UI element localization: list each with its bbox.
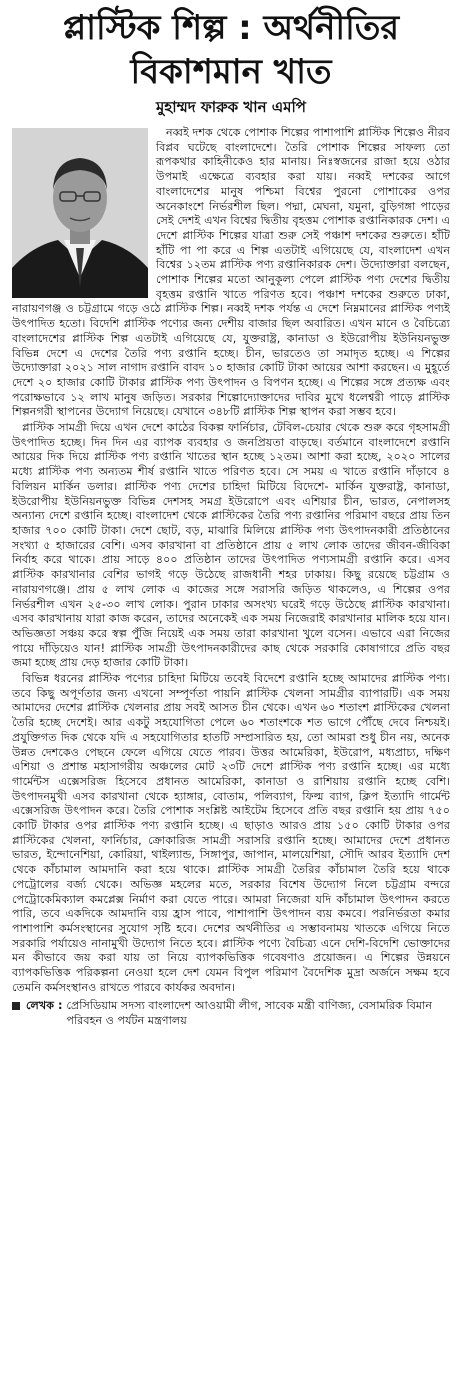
author-note [12,999,450,1028]
portrait-image [12,128,148,298]
author-description: প্রেসিডিয়াম সদস্য বাংলাদেশ আওয়ামী লীগ, সাবেক মন্ত্রী বাণিজ্য, বেসামরিক বিমান পরিবহন ও পর্যটন মন্ত্রণালয় [66,999,433,1028]
headline-line-1: প্লাস্টিক শিল্প : অর্থনীতির [62,8,400,48]
author-label: লেখক : [26,999,63,1013]
headline-line-2: বিকাশমান খাত [130,52,332,92]
byline: মুহাম্মদ ফারুক খান এমপি [156,98,306,116]
paragraph-3: বিভিন্ন ধরনের প্লাস্টিক পণ্যের চাহিদা মিটিয়ে তবেই বিদেশে রপ্তানি হচ্ছে আমাদের প্লাস্টিক পণ্য। তবে কিছু অপূর্ণতার জন্য এখনো সম্পূর্ণতা পায়নি প্লাস্টিক খেলনা সামগ্রীর ব্যাপারটি। এক সময় আমাদের দেশের প্লাস্টিক খেলনার প্রায় সবই আসত চীন থেকে। এখন ৬০ শতাংশ প্লাস্টিকের খেলনা তৈরি হচ্ছে দেশেই। আর একটু সহযোগিতা পেলে ৬০ শতাংশকে শত ভাগে পৌঁছে দেবে নিশ্চয়ই। প্রযুক্তিগত দিক থেকে যদি এ সহযোগিতার হাতটি সম্প্রসারিত হয়, তো আমরা শুধু চীন নয়, অনেক উন্নত দেশকেও পেছনে ফেলে এগিয়ে যেতে পারব। উত্তর আমেরিকা, ইউরোপ, মধ্যপ্রাচ্য, দক্ষিণ এশিয়া ও প্রশান্ত মহাসাগরীয় অঞ্চলের মোট ২৩টি দেশে প্লাস্টিক পণ্য রপ্তানি হচ্ছে। এর মধ্যে গার্মেন্টস এক্সেসরিজ হিসেবে প্রধানত আমেরিকা, কানাডা ও রাশিয়ায় রপ্তানি হচ্ছে বেশি। উৎপাদনমুখী এসব কারখানা থেকে হ্যাঙ্গার, বোতাম, পলিব্যাগ, ফিল্ম ব্যাগ, ক্লিপ ইত্যাদি গার্মেন্ট এক্সেসরিজ উৎপাদন করে। তৈরি পোশাক সংশ্লিষ্ট আইটেম হিসেবে প্রতি বছর রপ্তানি হয় প্রায় ৭৫০ কোটি টাকার ওপর প্লাস্টিক পণ্য রপ্তানি হচ্ছে। এ ছাড়াও আরও প্রায় ১৫০ কোটি টাকার ওপর প্লাস্টিকের খেলনা, ফার্নিচার, ক্রোকারিজ সামগ্রী সরাসরি রপ্তানি হচ্ছে। আমাদের দেশে প্রধানত ভারত, ইন্দোনেশিয়া, কোরিয়া, থাইল্যান্ড, সিঙ্গাপুর, জাপান, মালয়েশিয়া, সৌদি আরব ইত্যাদি দেশ থেকে কাঁচামাল আমদানি করা হয়ে থাকে। প্লাস্টিক সামগ্রী তৈরির কাঁচামাল তৈরি হয়ে থাকে পেট্রোলের বর্জ্য থেকে। অভিজ্ঞ মহলের মতে, সরকার বিশেষ উদ্যোগ নিলে চট্টগ্রাম বন্দরে পেট্রোকেমিক্যাল কমপ্লেক্স নির্মাণ করা যেতে পারে। আমরা নিজেরা যদি কাঁচামাল উৎপাদন করতে পারি, তবে একদিকে আমদানি ব্যয় হ্রাস পাবে, পাশাপাশি উৎপাদন ব্যয় কমবে। পরনির্ভরতা কমার পাশাপাশি কর্মসংস্থানের সুযোগ সৃষ্টি হবে। দেশের অর্থনীতির এ সম্ভাবনাময় খাতকে এগিয়ে নিতে সরকারি পর্যায়েও নানামুখী উদ্যোগ নিতে হবে। প্লাস্টিক পণ্যে বৈচিত্র্য এনে দেশি-বিদেশি ভোক্তাদের মন কীভাবে জয় করা যায় তা নিয়ে ব্যাপকভিত্তিক গবেষণাও প্রয়োজন। এ শিল্পের উন্নয়নে ব্যাপকভিত্তিক পরিকল্পনা নেওয়া হলে দেশ যেমন বিপুল পরিমাণ বৈদেশিক মুদ্রা অর্জনে সক্ষম হবে তেমনি কর্মসংস্থানও রাখতে পারবে কার্যকর অবদান। [12,672,450,994]
square-bullet-icon [12,1002,20,1010]
paragraph-2: প্লাস্টিক সামগ্রী দিয়ে এখন দেশে কাঠের বিকল্প ফার্নিচার, টেবিল-চেয়ার থেকে শুরু করে গৃহসামগ্রী উৎপাদিত হচ্ছে। দিন দিন এর ব্যাপক ব্যবহার ও জনপ্রিয়তা বাড়ছে। বর্তমানে বাংলাদেশে রপ্তানি আয়ের দিক দিয়ে প্লাস্টিক পণ্য রপ্তানি খাতের স্থান হচ্ছে ১২তম। আশা করা হচ্ছে, ২০২০ সালের মধ্যে প্লাস্টিক পণ্য অন্যতম শীর্ষ রপ্তানি খাতে পরিণত হবে। সে সময় এ খাতে রপ্তানি দাঁড়াবে ৪ বিলিয়ন মার্কিন ডলার। প্লাস্টিক পণ্য দেশের চাহিদা মিটিয়ে বিদেশে- মার্কিন যুক্তরাষ্ট্র, কানাডা, ইউরোপীয় ইউনিয়নভুক্ত বিভিন্ন দেশসহ সমগ্র ইউরোপে এবং এশিয়ার চীন, ভারত, নেপালসহ অন্যান্য দেশে রপ্তানি হচ্ছে। বাংলাদেশ থেকে প্লাস্টিকের তৈরি পণ্য রপ্তানির পরিমাণ বছরে প্রায় তিন হাজার ৭০০ কোটি টাকা। দেশে ছোট, বড়, মাঝারি মিলিয়ে প্লাস্টিক পণ্য উৎপাদনকারী প্রতিষ্ঠানের সংখ্যা ৫ হাজারের বেশি। এসব কারখানা বা প্রতিষ্ঠানে প্রায় ৫ লাখ লোক তাদের জীবন-জীবিকা নির্বাহ করে থাকে। প্রায় সাড়ে ৪০০ প্রতিষ্ঠান তাদের উৎপাদিত পণ্যসামগ্রী রপ্তানি করে। এসব প্লাস্টিক কারখানার বেশির ভাগই গড়ে উঠেছে রাজধানী শহর ঢাকায়। কিছু রয়েছে চট্টগ্রাম ও নারায়ণগঞ্জে। প্রায় ৫ লাখ লোক এ কাজের সঙ্গে সরাসরি জড়িত থাকলেও, এ শিল্পের ওপর নির্ভরশীল এখন ২৫-৩০ লাখ লোক। পুরান ঢাকার অসংখ্য ঘরেই গড়ে উঠেছে প্লাস্টিক কারখানা। এসব কারখানায় যারা কাজ করেন, তাদের অনেকেই এক সময় নিজেরাই কারখানার মালিক হয়ে যান। অভিজ্ঞতা সঞ্চয় করে স্বল্প পুঁজি নিয়েই এক সময় তারা কারখানা খুলে বসেন। এভাবে এরা নিজের পায়ে দাঁড়িয়েও যান! প্লাস্টিক সামগ্রী উৎপাদনকারীদের কাছ থেকে সরকারি কোষাগারে প্রতি বছর জমা হচ্ছে প্রায় দেড় হাজার কোটি টাকা। [12,421,450,670]
headline [12,6,450,94]
author-photo [12,128,148,298]
article-body [12,126,450,995]
paragraph-1: নব্বই দশক থেকে পোশাক শিল্পের পাশাপাশি প্লাস্টিক শিল্পেও নীরব বিপ্লব ঘটেছে বাংলাদেশে। তৈরি পোশাক শিল্পের সাফল্য তো রূপকথার কাহিনীকেও হার মানায়। নিঃস্বজনের রাজা হয়ে ওঠার উপমাই এক্ষেত্রে ব্যবহার করা যায়। নব্বই দশকের আগে বাংলাদেশের মানুষ পশ্চিমা বিশ্বের পুরনো পোশাকের ওপর অনেকাংশে নির্ভরশীল ছিল। পদ্মা, মেঘনা, যমুনা, বুড়িগঙ্গা পাড়ের সেই দেশই এখন বিশ্বের দ্বিতীয় বৃহত্তম পোশাক রপ্তানিকারক দেশ। এ দেশে প্লাস্টিক শিল্পের যাত্রা শুরু সেই পঞ্চাশ দশকের শুরুতে। হাঁটি হাঁটি পা পা করে এ শিল্প এতটাই এগিয়েছে যে, বাংলাদেশ এখন বিশ্বের ১২তম প্লাস্টিক পণ্য রপ্তানিকারক দেশ। উদ্যোক্তারা বলছেন, পোশাক শিল্পের মতো আনুকূল্য পেলে প্লাস্টিক পণ্য দেশের দ্বিতীয় বৃহত্তম রপ্তানি খাতে পরিণত হবে। পঞ্চাশ দশকের শুরুতে ঢাকা, নারায়ণগঞ্জ ও চট্টগ্রামে গড়ে ওঠে প্লাস্টিক শিল্প। নব্বই দশক পর্যন্ত এ দেশে নিম্নমানের প্লাস্টিক পণ্যই উৎপাদিত হতো। বিদেশি প্লাস্টিক পণ্যের জন্য দেশীয় বাজার ছিল অবারিত। এখন মানে ও বৈচিত্র্যে বাংলাদেশের প্লাস্টিক শিল্প এতটাই এগিয়েছে যে, যুক্তরাষ্ট্র, কানাডা ও ইউরোপীয় ইউনিয়নভুক্ত বিভিন্ন দেশে এ দেশের তৈরি পণ্য রপ্তানি হচ্ছে। চীন, ভারতেও তা সমাদৃত হচ্ছে। এ শিল্পের উদ্যোক্তারা ২০২১ সাল নাগাদ রপ্তানি বাবদ ১০ হাজার কোটি টাকা আয়ের আশা করছেন। এ মুহূর্তে দেশে ২০ হাজার কোটি টাকার প্লাস্টিক পণ্য উৎপাদন ও বিপণন হচ্ছে। এ শিল্পের সঙ্গে প্রত্যক্ষ এবং পরোক্ষভাবে ১২ লাখ মানুষ জড়িত। সরকার শিল্পোদ্যোক্তাদের দাবির মুখে ধলেশ্বরী পাড়ে প্লাস্টিক শিল্পনগরী স্থাপনের উদ্যোগ নিয়েছে। যেখানে ৩৪৮টি প্লাস্টিক শিল্প স্থাপন করা সম্ভব হবে। [12,126,450,419]
